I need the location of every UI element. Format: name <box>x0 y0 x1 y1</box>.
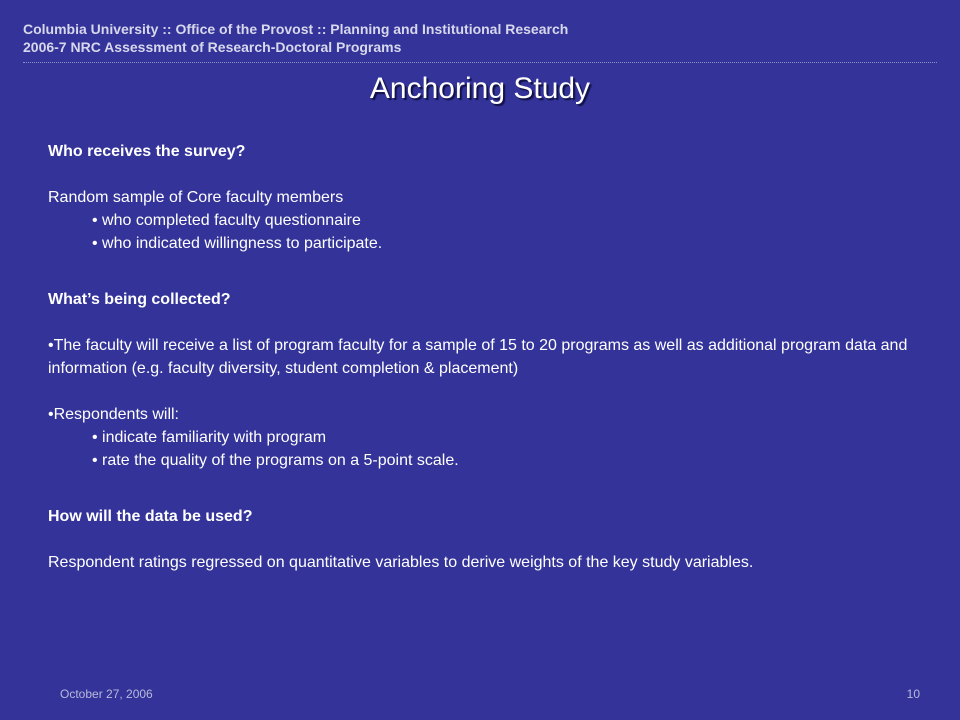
header-line-2: 2006-7 NRC Assessment of Research-Doctoral Programs <box>23 39 402 55</box>
spacer <box>48 311 928 334</box>
what-bullet-1: • indicate familiarity with program <box>92 429 327 446</box>
slide-title: Anchoring Study <box>369 72 591 105</box>
what-paragraph-1: •The faculty will receive a list of program faculty for a sample of 15 to 20 programs as well as additional program data and information (e.g. faculty diversity, student completion & placement) <box>48 337 908 377</box>
slide-content <box>48 140 928 574</box>
spacer <box>48 380 928 403</box>
header <box>23 20 923 56</box>
spacer <box>48 528 928 551</box>
header-line-1: Columbia University :: Office of the Provost :: Planning and Institutional Research <box>23 21 569 37</box>
what-heading: What’s being collected? <box>48 291 231 308</box>
who-bullet-1: • who completed faculty questionnaire <box>92 212 361 229</box>
who-bullet-2: • who indicated willingness to participate. <box>92 235 383 252</box>
spacer <box>48 472 928 505</box>
what-bullet-2: • rate the quality of the programs on a 5-point scale. <box>92 452 459 469</box>
spacer <box>48 255 928 288</box>
footer-date: October 27, 2006 <box>60 687 153 701</box>
page-number: 10 <box>906 687 920 701</box>
spacer <box>48 163 928 186</box>
who-intro: Random sample of Core faculty members <box>48 189 344 206</box>
header-divider <box>23 62 937 63</box>
how-body: Respondent ratings regressed on quantitative variables to derive weights of the key study variables. <box>48 554 754 571</box>
how-heading: How will the data be used? <box>48 508 253 525</box>
what-paragraph-2: •Respondents will: <box>48 406 179 423</box>
who-heading: Who receives the survey? <box>48 143 246 160</box>
